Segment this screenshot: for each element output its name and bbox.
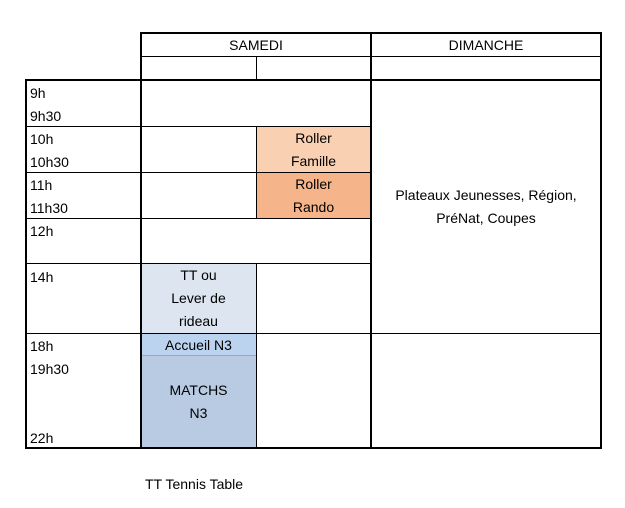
grid-line bbox=[370, 32, 372, 449]
event-roller-famille bbox=[256, 127, 371, 172]
event-tt-line2: Lever de bbox=[171, 290, 226, 306]
time-label: 19h30 bbox=[30, 361, 69, 377]
event-tt-line1: TT ou bbox=[180, 267, 217, 283]
grid-line bbox=[256, 263, 257, 448]
event-roller-rando-line1: Roller bbox=[295, 175, 332, 192]
grid-line bbox=[25, 79, 602, 81]
time-label: 11h bbox=[30, 177, 53, 193]
grid-line bbox=[141, 355, 256, 356]
header-sunday: DIMANCHE bbox=[448, 36, 524, 53]
grid-line bbox=[600, 32, 602, 449]
grid-line bbox=[25, 218, 371, 219]
header-saturday: SAMEDI bbox=[229, 36, 283, 53]
grid-line bbox=[25, 263, 371, 264]
event-accueil-n3 bbox=[141, 334, 256, 356]
event-roller-rando-line2: Rando bbox=[292, 198, 335, 215]
grid-line bbox=[25, 126, 371, 127]
event-matchs-n3 bbox=[141, 356, 256, 448]
event-matchs-line2: N3 bbox=[189, 405, 208, 421]
time-label: 22h bbox=[30, 430, 54, 446]
footnote: TT Tennis Table bbox=[145, 476, 244, 492]
grid-line bbox=[25, 447, 602, 449]
time-label: 9h bbox=[30, 85, 46, 101]
time-label: 10h30 bbox=[30, 154, 69, 170]
time-label: 14h bbox=[30, 269, 54, 285]
grid-line bbox=[25, 333, 602, 334]
event-tt-lever-de-rideau bbox=[141, 264, 256, 333]
grid-line bbox=[25, 79, 27, 449]
grid-line bbox=[256, 56, 257, 80]
event-roller-famille-line2: Famille bbox=[290, 152, 337, 169]
time-label: 18h bbox=[30, 338, 54, 354]
event-tt-line3: rideau bbox=[179, 313, 218, 329]
time-label: 10h bbox=[30, 131, 54, 147]
grid-line bbox=[25, 172, 371, 173]
grid-line bbox=[256, 126, 257, 219]
event-roller-famille-line1: Roller bbox=[295, 129, 332, 146]
time-column bbox=[26, 81, 141, 449]
event-plateaux bbox=[371, 81, 601, 333]
time-label: 9h30 bbox=[30, 108, 62, 124]
event-matchs-line1: MATCHS bbox=[169, 382, 228, 398]
event-plateaux-line2: PréNat, Coupes bbox=[436, 210, 536, 226]
event-accueil-label: Accueil N3 bbox=[165, 336, 232, 353]
time-label: 12h bbox=[30, 223, 54, 239]
event-roller-rando bbox=[256, 173, 371, 218]
time-label: 11h30 bbox=[30, 200, 68, 216]
grid-line bbox=[140, 32, 142, 449]
event-plateaux-line1: Plateaux Jeunesses, Région, bbox=[395, 187, 577, 203]
